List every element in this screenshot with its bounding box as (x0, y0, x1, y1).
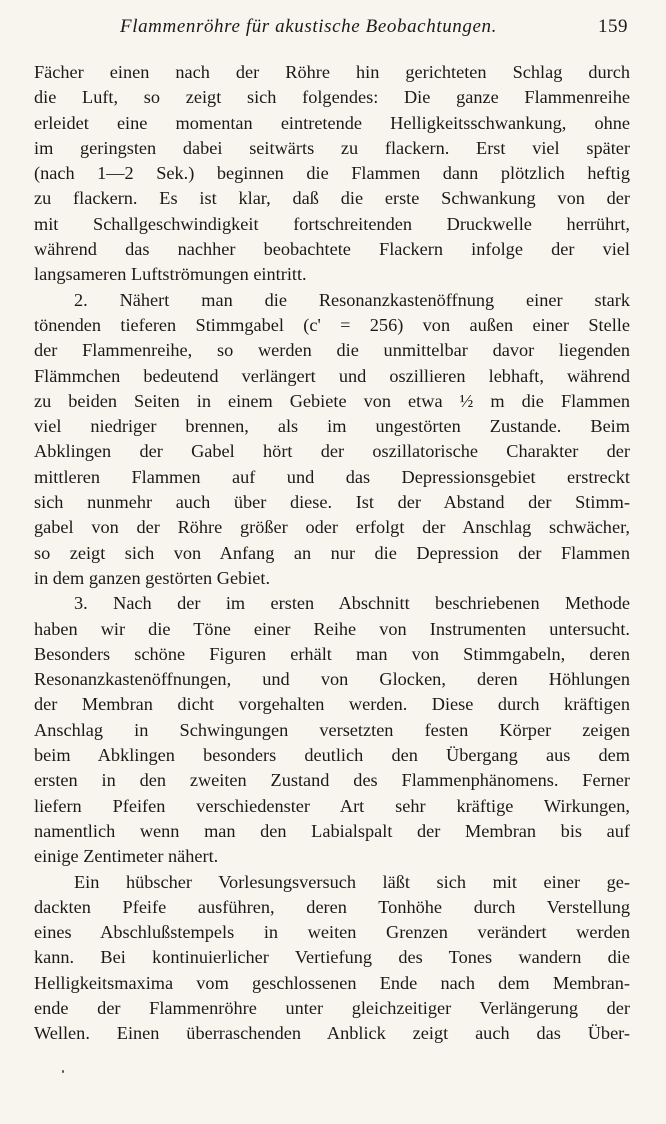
text-line: kann. Bei kontinuierlicher Vertiefung des Tones wandern die (34, 947, 630, 968)
text-line: Fächer einen nach der Röhre hin gerichteten Schlag durch (34, 62, 630, 82)
text-line: der Membran dicht vorgehalten werden. Diese durch kräftigen (34, 694, 630, 715)
text-line: die Luft, so zeigt sich folgendes: Die ganze Flammenreihe (34, 87, 630, 108)
text-line: mittleren Flammen auf und das Depressionsgebiet erstreckt (34, 466, 630, 487)
text-line: Flämmchen bedeutend verlängert und oszillieren lebhaft, während (34, 365, 630, 386)
section-3-start: 3. Nach der im ersten Abschnitt beschriebenen Methode (74, 593, 630, 614)
paragraph-start: Ein hübscher Vorlesungsversuch läßt sich mit einer ge- (74, 871, 630, 892)
text-line: Helligkeitsmaxima vom geschlossenen Ende nach dem Membran- (34, 972, 630, 993)
text-line: in dem ganzen gestörten Gebiet. (34, 567, 271, 588)
text-line: sich nunmehr auch über diese. Ist der Abstand der Stimm- (34, 492, 630, 513)
print-speck (62, 1070, 64, 1073)
text-line: liefern Pfeifen verschiedenster Art sehr kräftige Wirkungen, (34, 795, 630, 816)
text-line: (nach 1—2 Sek.) beginnen die Flammen dann plötzlich heftig (34, 163, 630, 184)
text-line: zu flackern. Es ist klar, daß die erste Schwankung von der (34, 188, 630, 209)
text-line: im geringsten dabei seitwärts zu flackern. Erst viel später (34, 137, 630, 158)
text-line: Abklingen der Gabel hört der oszillatorische Charakter der (34, 441, 630, 462)
text-line: ende der Flammenröhre unter gleichzeitiger Verlängerung der (34, 997, 630, 1018)
text-line: zu beiden Seiten in einem Gebiete von etwa ½ m die Flammen (34, 390, 630, 411)
text-line: dackten Pfeife ausführen, deren Tonhöhe durch Verstellung (34, 896, 630, 917)
section-2-start: 2. Nähert man die Resonanzkastenöffnung einer stark (74, 289, 630, 310)
text-line: eines Abschlußstempels in weiten Grenzen verändert werden (34, 922, 630, 943)
text-line: erleidet eine momentan eintretende Helligkeitsschwankung, ohne (34, 112, 630, 133)
text-line: langsameren Luftströmungen eintritt. (34, 264, 307, 285)
text-line: viel niedriger brennen, als im ungestörten Zustande. Beim (34, 416, 630, 437)
body-text (34, 60, 630, 1047)
text-line: der Flammenreihe, so werden die unmittelbar davor liegenden (34, 340, 630, 361)
text-line: so zeigt sich von Anfang an nur die Depression der Flammen (34, 542, 630, 563)
text-line: Resonanzkastenöffnungen, und von Glocken, deren Höhlungen (34, 669, 630, 690)
text-line: Anschlag in Schwingungen versetzten festen Körper zeigen (34, 719, 630, 740)
text-line: gabel von der Röhre größer oder erfolgt der Anschlag schwächer, (34, 517, 630, 538)
text-line: namentlich wenn man den Labialspalt der Membran bis auf (34, 820, 630, 841)
text-line: einige Zentimeter nähert. (34, 846, 219, 867)
running-title: Flammenröhre für akustische Beobachtungen. (120, 16, 497, 37)
page-number: 159 (598, 16, 628, 37)
text-line: mit Schallgeschwindigkeit fortschreitenden Druckwelle herrührt, (34, 213, 630, 234)
running-head (40, 16, 628, 42)
text-line: tönenden tieferen Stimmgabel (c' = 256) von außen einer Stelle (34, 314, 630, 335)
text-line: beim Abklingen besonders deutlich den Übergang aus dem (34, 745, 630, 766)
text-line: Wellen. Einen überraschenden Anblick zeigt auch das Über- (34, 1023, 630, 1044)
text-line: während das nachher beobachtete Flackern infolge der viel (34, 239, 630, 260)
text-line: haben wir die Töne einer Reihe von Instrumenten untersucht. (34, 618, 630, 639)
text-line: Besonders schöne Figuren erhält man von Stimmgabeln, deren (34, 643, 630, 664)
text-line: ersten in den zweiten Zustand des Flammenphänomens. Ferner (34, 770, 630, 791)
